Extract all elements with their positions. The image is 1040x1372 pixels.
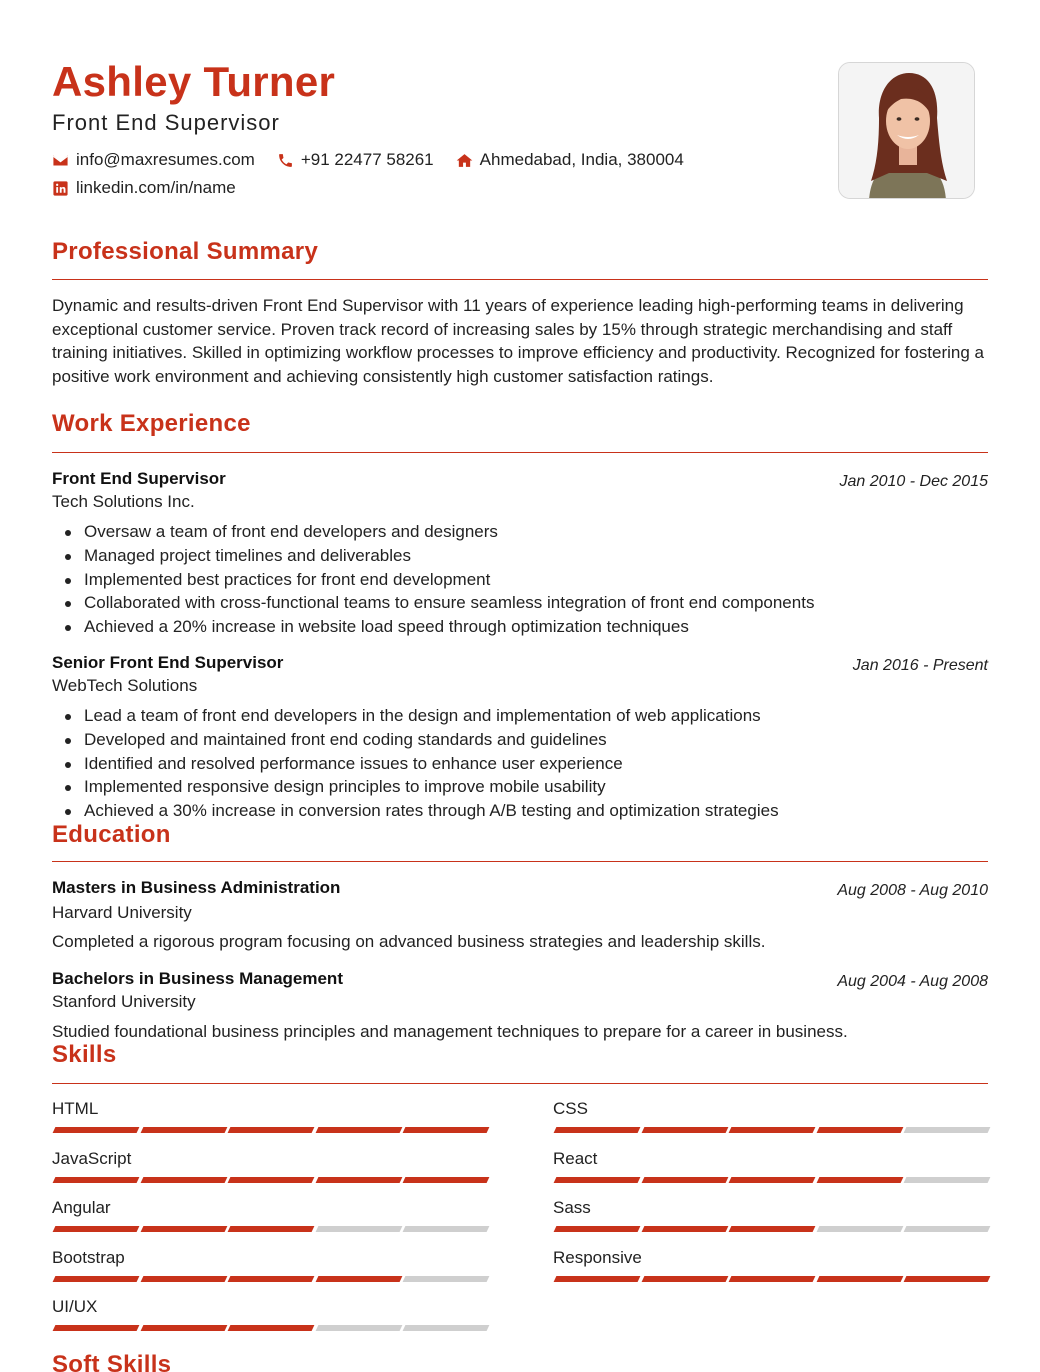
phone-text: +91 22477 58261 bbox=[300, 150, 434, 169]
job-date: Jan 2016 - Present bbox=[852, 657, 988, 674]
bullet-item: Collaborated with cross-functional teams to ensure seamless integration of front end components bbox=[84, 591, 988, 615]
skill-rating-bar bbox=[52, 1226, 488, 1232]
skill-name: Bootstrap bbox=[52, 1247, 125, 1267]
skill-name: CSS bbox=[553, 1099, 588, 1118]
rating-segment-filled bbox=[816, 1177, 903, 1183]
education-section bbox=[52, 821, 988, 1046]
candidate-name: Ashley Turner bbox=[52, 58, 336, 105]
skills-heading: Skills bbox=[52, 1041, 117, 1068]
rating-segment-empty bbox=[816, 1226, 903, 1232]
job-company: Tech Solutions Inc. bbox=[52, 492, 195, 511]
rating-segment-filled bbox=[729, 1127, 816, 1133]
job-company: WebTech Solutions bbox=[52, 676, 198, 695]
rating-segment-filled bbox=[904, 1276, 991, 1282]
rating-segment-filled bbox=[53, 1177, 140, 1183]
rating-segment-filled bbox=[228, 1177, 315, 1183]
experience-heading: Work Experience bbox=[52, 410, 251, 437]
bullet-item: Identified and resolved performance issues to enhance user experience bbox=[84, 752, 988, 776]
rating-segment-empty bbox=[403, 1226, 490, 1232]
bullet-item: Developed and maintained front end coding standards and guidelines bbox=[84, 728, 988, 752]
profile-photo bbox=[838, 62, 975, 199]
degree-description: Studied foundational business principles and management techniques to prepare for a career in business. bbox=[52, 1022, 848, 1041]
section-divider bbox=[52, 452, 988, 453]
school-name: Harvard University bbox=[52, 903, 192, 922]
resume-header bbox=[52, 0, 988, 214]
bullet-item: Lead a team of front end developers in the design and implementation of web applications bbox=[84, 704, 988, 728]
skill-rating-bar bbox=[553, 1276, 989, 1282]
rating-segment-filled bbox=[729, 1226, 816, 1232]
skill-item bbox=[553, 1149, 989, 1169]
soft-skills-section bbox=[52, 1351, 988, 1372]
degree-date: Aug 2004 - Aug 2008 bbox=[837, 973, 988, 990]
skill-item bbox=[52, 1248, 488, 1268]
rating-segment-filled bbox=[641, 1177, 728, 1183]
rating-segment-filled bbox=[641, 1276, 728, 1282]
section-divider bbox=[52, 861, 988, 862]
education-heading: Education bbox=[52, 821, 171, 848]
degree-description: Completed a rigorous program focusing on advanced business strategies and leadership skills. bbox=[52, 932, 766, 951]
rating-segment-filled bbox=[53, 1226, 140, 1232]
rating-segment-filled bbox=[53, 1325, 140, 1331]
envelope-icon bbox=[52, 152, 69, 169]
rating-segment-empty bbox=[403, 1276, 490, 1282]
rating-segment-filled bbox=[554, 1276, 641, 1282]
rating-segment-empty bbox=[904, 1177, 991, 1183]
section-divider bbox=[52, 1083, 988, 1084]
rating-segment-filled bbox=[729, 1177, 816, 1183]
skills-section bbox=[52, 1041, 988, 1341]
skill-rating-bar bbox=[553, 1127, 989, 1133]
rating-segment-filled bbox=[140, 1325, 227, 1331]
skill-rating-bar bbox=[52, 1325, 488, 1331]
rating-segment-filled bbox=[140, 1177, 227, 1183]
contact-row-primary bbox=[52, 150, 706, 170]
portrait-avatar bbox=[839, 63, 975, 199]
contact-phone[interactable] bbox=[277, 150, 434, 170]
phone-icon bbox=[277, 152, 294, 169]
school-name: Stanford University bbox=[52, 992, 196, 1011]
bullet-item: Managed project timelines and deliverables bbox=[84, 544, 988, 568]
job-title: Senior Front End Supervisor bbox=[52, 653, 284, 672]
rating-segment-empty bbox=[315, 1325, 402, 1331]
rating-segment-filled bbox=[554, 1127, 641, 1133]
rating-segment-filled bbox=[140, 1226, 227, 1232]
skill-name: HTML bbox=[52, 1099, 99, 1118]
rating-segment-filled bbox=[315, 1177, 402, 1183]
rating-segment-filled bbox=[816, 1276, 903, 1282]
rating-segment-filled bbox=[729, 1276, 816, 1282]
skill-name: UI/UX bbox=[52, 1297, 98, 1316]
contact-row-secondary bbox=[52, 178, 258, 198]
contact-linkedin[interactable] bbox=[52, 178, 236, 198]
skill-rating-bar bbox=[553, 1177, 989, 1183]
bullet-item: Implemented best practices for front end development bbox=[84, 568, 988, 592]
bullet-item: Achieved a 30% increase in conversion rates through A/B testing and optimization strategies bbox=[84, 799, 988, 823]
experience-section bbox=[52, 410, 988, 830]
job-date: Jan 2010 - Dec 2015 bbox=[839, 473, 988, 490]
skill-item bbox=[52, 1099, 488, 1119]
skill-item bbox=[553, 1099, 989, 1119]
job-title: Front End Supervisor bbox=[52, 469, 226, 488]
email-text: info@maxresumes.com bbox=[76, 150, 255, 169]
rating-segment-filled bbox=[228, 1127, 315, 1133]
rating-segment-filled bbox=[228, 1276, 315, 1282]
job-bullets bbox=[84, 520, 988, 639]
rating-segment-filled bbox=[140, 1276, 227, 1282]
rating-segment-filled bbox=[228, 1226, 315, 1232]
degree-title: Masters in Business Administration bbox=[52, 878, 341, 897]
skill-name: Responsive bbox=[553, 1247, 642, 1267]
skill-name: Angular bbox=[52, 1198, 111, 1217]
contact-location bbox=[456, 150, 684, 170]
rating-segment-empty bbox=[904, 1127, 991, 1133]
rating-segment-empty bbox=[904, 1226, 991, 1232]
rating-segment-filled bbox=[554, 1177, 641, 1183]
skill-rating-bar bbox=[52, 1276, 488, 1282]
soft-skills-heading: Soft Skills bbox=[52, 1351, 172, 1372]
rating-segment-filled bbox=[228, 1325, 315, 1331]
rating-segment-filled bbox=[641, 1127, 728, 1133]
section-divider bbox=[52, 279, 988, 280]
rating-segment-filled bbox=[816, 1127, 903, 1133]
summary-text: Dynamic and results-driven Front End Supervisor with 11 years of experience leading high-performing teams in delivering exceptional customer service. Proven track record of increasing sales by 15% through strategic merchandising and staff training initiatives. Skilled in optimizing workflow processes to improve efficiency and productivity. Recognized for fostering a positive work environment and achieving consistently high customer satisfaction ratings. bbox=[52, 296, 984, 386]
bullet-item: Achieved a 20% increase in website load speed through optimization techniques bbox=[84, 615, 988, 639]
degree-title: Bachelors in Business Management bbox=[52, 969, 343, 988]
rating-segment-empty bbox=[403, 1325, 490, 1331]
skill-rating-bar bbox=[553, 1226, 989, 1232]
home-icon bbox=[456, 152, 473, 169]
skill-item bbox=[553, 1248, 989, 1268]
rating-segment-filled bbox=[53, 1276, 140, 1282]
linkedin-icon bbox=[52, 180, 69, 197]
rating-segment-filled bbox=[315, 1276, 402, 1282]
rating-segment-filled bbox=[315, 1127, 402, 1133]
rating-segment-filled bbox=[641, 1226, 728, 1232]
skill-item bbox=[52, 1198, 488, 1218]
linkedin-text: linkedin.com/in/name bbox=[76, 178, 236, 197]
skill-item bbox=[52, 1297, 488, 1317]
bullet-item: Implemented responsive design principles to improve mobile usability bbox=[84, 775, 988, 799]
rating-segment-filled bbox=[53, 1127, 140, 1133]
bullet-item: Oversaw a team of front end developers and designers bbox=[84, 520, 988, 544]
skill-rating-bar bbox=[52, 1127, 488, 1133]
job-bullets bbox=[84, 704, 988, 823]
skill-item bbox=[553, 1198, 989, 1218]
skill-item bbox=[52, 1149, 488, 1169]
rating-segment-filled bbox=[403, 1127, 490, 1133]
skill-name: React bbox=[553, 1148, 598, 1168]
contact-email[interactable] bbox=[52, 150, 255, 170]
rating-segment-empty bbox=[315, 1226, 402, 1232]
skill-name: Sass bbox=[553, 1198, 591, 1217]
skill-name: JavaScript bbox=[52, 1148, 132, 1168]
summary-section bbox=[52, 238, 988, 414]
rating-segment-filled bbox=[403, 1177, 490, 1183]
candidate-title: Front End Supervisor bbox=[52, 110, 280, 135]
location-text: Ahmedabad, India, 380004 bbox=[479, 150, 684, 169]
summary-heading: Professional Summary bbox=[52, 238, 319, 265]
rating-segment-filled bbox=[140, 1127, 227, 1133]
degree-date: Aug 2008 - Aug 2010 bbox=[837, 882, 988, 899]
skill-rating-bar bbox=[52, 1177, 488, 1183]
rating-segment-filled bbox=[554, 1226, 641, 1232]
